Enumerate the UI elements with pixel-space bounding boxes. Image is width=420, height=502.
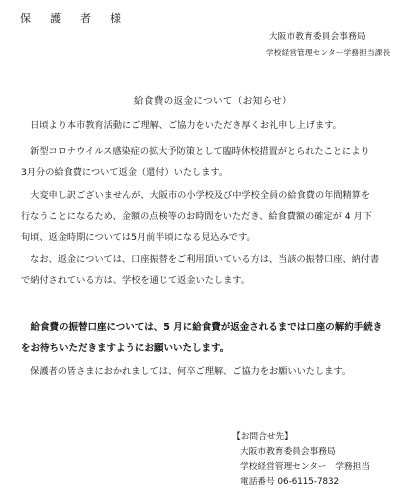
paragraph-account-notice [21, 317, 401, 359]
paragraph-line: なお、返金については、口座振替をご利用頂いている方は、当該の振替口座、納付書 [21, 254, 380, 265]
sender-title: 学校経営管理センター学務担当課長 [266, 48, 391, 57]
paragraph-line: で納付されている方は、学校を通じて返金いたします。 [21, 275, 250, 286]
contact-organization: 大阪市教育委員会事務局 [240, 447, 336, 457]
contact-department: 学校経営管理センター 学務担当 [240, 462, 370, 472]
paragraph-refund-reason [21, 141, 401, 183]
paragraph-line: 新型コロナウイルス感染症の拡大予防策として臨時休校措置がとられたことにより [21, 146, 370, 157]
paragraph-line: 3月分の給食費について返金（還付）いたします。 [21, 167, 229, 178]
paragraph-line: 大変申し訳ございませんが、大阪市の小学校及び中学校全員の給食費の年間精算を [21, 190, 371, 201]
paragraph-line: 行なうことになるため、金額の点検等のお時間をいただき、給食費額の確定が 4 月下 [21, 211, 372, 222]
contact-heading: 【お問合せ先】 [232, 432, 293, 442]
paragraph-line: をお待ちいただきますようにお願いいたします。 [21, 343, 230, 354]
paragraph-schedule [21, 185, 401, 248]
paragraph-line: 保護者の皆さまにおかれましては、何卒ご理解、ご協力をお願いいたします。 [21, 366, 352, 377]
paragraph-line: 旬頃、返金時期については5月前半頃になる見込みです。 [21, 232, 256, 243]
paragraph-line: 日頃より本市教育活動にご理解、ご協力をいただき厚くお礼申し上げます。 [21, 120, 342, 131]
paragraph-greeting [21, 115, 401, 136]
paragraph-line: 給食費の振替口座については、5 月に給食費が返金されるまでは口座の解約手続き [21, 322, 383, 333]
contact-block [232, 430, 370, 490]
contact-phone: 電話番号 06-6115-7832 [240, 477, 340, 487]
document-title: 給食費の返金について（お知らせ） [134, 96, 292, 107]
paragraph-refund-method [21, 249, 401, 291]
sender-organization: 大阪市教育委員会事務局 [269, 32, 366, 42]
paragraph-closing [21, 361, 401, 382]
recipient-line: 保 護 者 様 [20, 12, 125, 25]
